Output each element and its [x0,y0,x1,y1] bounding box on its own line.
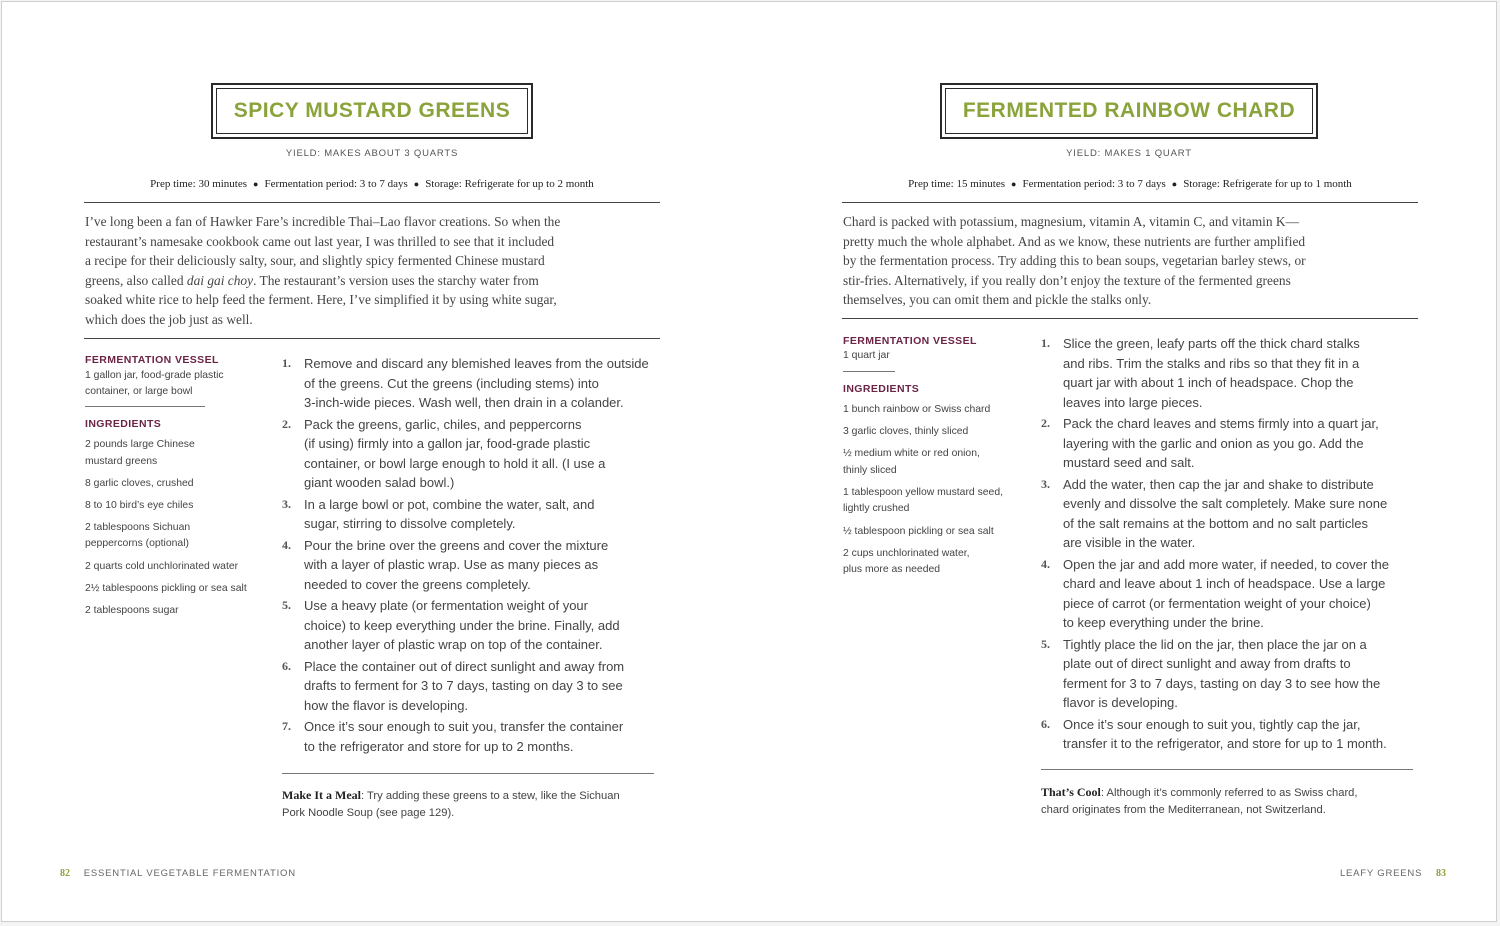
right-page [752,2,1500,923]
prep-time: Prep time: 30 minutes [150,178,248,190]
ingredient-line: 1 tablespoon yellow mustard seed, [843,486,1003,498]
storage-info: Storage: Refrigerate for up to 2 month [425,178,594,190]
ingredient-line: 1 bunch rainbow or Swiss chard [843,404,991,415]
step-number: 2. [1041,416,1050,430]
ingredient-item [843,446,1033,479]
step-line: layering with the garlic and onion as you go. Add the [1063,435,1364,451]
steps-list [282,354,672,758]
step-number: 4. [1041,556,1050,571]
step-number: 4. [282,537,291,552]
step-item [1041,334,1431,412]
step-line: plate out of direct sunlight and away from drafts to [1063,656,1351,671]
recipe-yield: YIELD: MAKES 1 QUART [1066,148,1192,159]
bullet-icon: ● [1171,179,1178,189]
vessel-heading: FERMENTATION VESSEL [843,335,977,347]
note-line: chard originates from the Mediterranean, not Switzerland. [1041,803,1326,816]
step-line: to the refrigerator and store for up to 2 months. [304,738,574,754]
divider [84,338,660,339]
storage-info: Storage: Refrigerate for up to 1 month [1183,178,1352,190]
ingredient-line: plus more as needed [843,564,941,576]
intro-line: stir-fries. Alternatively, if you really don’t enjoy the texture of the fermented greens [843,272,1291,288]
ingredient-item [85,603,275,620]
ingredient-line: 8 to 10 bird’s eye chiles [85,499,194,511]
step-line: Once it’s sour enough to suit you, tightly cap the jar, [1063,716,1361,732]
note-line: Pork Noodle Soup (see page 129). [282,806,455,819]
step-item [282,536,672,595]
step-line: Pour the brine over the greens and cover the mixture [304,537,609,553]
ingredient-item [843,485,1033,518]
intro-line: greens, also called dai gai choy. The restaurant’s version uses the starchy water from [85,272,539,288]
ingredient-line: ½ medium white or red onion, [843,448,980,460]
ingredient-line: lightly crushed [843,503,910,515]
page-folio [1340,868,1446,879]
step-number: 3. [282,496,291,511]
intro-line: restaurant’s namesake cookbook came out last year, I was thrilled to see that it included [85,233,555,249]
divider [842,318,1418,319]
step-item [282,495,672,534]
step-line: leaves into large pieces. [1063,394,1203,410]
note-line: : Try adding these greens to a stew, like the Sichuan [360,790,620,802]
step-line: evenly and dissolve the salt completely. Make sure none [1063,496,1388,511]
step-item [1041,475,1431,553]
intro-line: themselves, you can omit them and pickle the stalks only. [843,292,1152,307]
intro-line: by the fermentation process. Try adding this to bean soups, vegetarian barley stews, or [843,253,1306,268]
intro-line: I’ve long been a fan of Hawker Fare’s incredible Thai–Lao flavor creations. So when the [85,214,561,229]
step-line: giant wooden salad bowl.) [304,475,455,490]
bullet-icon: ● [413,179,420,189]
divider [1041,769,1413,770]
step-item [1041,414,1431,473]
prep-time: Prep time: 15 minutes [908,178,1006,190]
step-line: Use a heavy plate (or fermentation weight of your [304,598,588,613]
step-line: piece of carrot (or fermentation weight of your choice) [1063,595,1371,611]
ingredient-line: 2 quarts cold unchlorinated water [85,560,239,572]
step-number: 5. [1041,636,1050,651]
vessel-heading: FERMENTATION VESSEL [85,354,219,366]
step-line: chard and leave about 1 inch of headspace. Use a large [1063,576,1386,591]
step-item [282,596,672,655]
step-number: 2. [282,416,291,431]
page-number: 83 [1436,868,1446,879]
ingredient-line: thinly sliced [843,464,897,476]
step-line: Pack the chard leaves and stems firmly into a quart jar, [1063,416,1379,431]
ingredient-item [85,476,275,493]
step-line: mustard seed and salt. [1063,455,1195,470]
divider [842,202,1418,203]
vessel-line: 1 quart jar [843,350,890,361]
tip-note [282,787,682,821]
tip-note [1041,784,1441,818]
recipe-meta [842,178,1418,190]
ingredient-line: mustard greens [85,455,158,467]
step-line: Pack the greens, garlic, chiles, and peppercorns [304,416,582,432]
intro-line: Chard is packed with potassium, magnesium, vitamin A, vitamin C, and vitamin K— [843,214,1299,229]
step-line: quart jar with about 1 inch of headspace. Chop the [1063,375,1354,390]
recipe-intro [843,212,1423,310]
steps-list [1041,334,1431,756]
recipe-intro [85,212,665,329]
intro-line: soaked white rice to help feed the ferment. Here, I’ve simplified it by using white sugar, [85,292,557,307]
step-line: Add the water, then cap the jar and shake to distribute [1063,476,1374,492]
fermentation-period: Fermentation period: 3 to 7 days [1022,178,1166,190]
step-line: are visible in the water. [1063,535,1196,550]
vessel-line: 1 gallon jar, food-grade plastic [85,370,224,381]
ingredient-item [843,546,1033,579]
step-line: with a layer of plastic wrap. Use as many pieces as [304,557,599,572]
intro-line: a recipe for their deliciously salty, sour, and slightly spicy fermented Chinese mustard [85,253,545,268]
recipe-meta [84,178,660,190]
divider [84,202,660,203]
step-line: drafts to ferment for 3 to 7 days, tasting on day 3 to see [304,678,623,693]
step-number: 6. [1041,716,1050,731]
step-item [1041,635,1431,713]
step-number: 1. [282,356,291,370]
ingredient-item [843,524,1033,541]
divider [282,773,654,774]
note-lead: Make It a Meal [282,788,361,802]
ingredient-line: peppercorns (optional) [85,538,189,550]
ingredients-list [85,437,275,625]
ingredients-heading: INGREDIENTS [85,418,162,430]
recipe-yield: YIELD: MAKES ABOUT 3 QUARTS [285,148,459,159]
book-title: ESSENTIAL VEGETABLE FERMENTATION [83,868,296,879]
step-line: Once it’s sour enough to suit you, transfer the container [304,719,624,734]
step-line: (if using) firmly into a gallon jar, food-grade plastic [304,436,591,451]
step-line: sugar, stirring to dissolve completely. [304,516,516,531]
ingredient-item [85,581,275,598]
divider [843,371,895,372]
step-number: 3. [1041,476,1050,491]
step-number: 7. [282,719,291,733]
ingredient-line: 2 tablespoons sugar [85,604,179,616]
recipe-title: SPICY MUSTARD GREENS [233,99,511,122]
step-line: how the flavor is developing. [304,697,469,713]
ingredient-line: 2 tablespoons Sichuan [85,521,191,533]
step-number: 5. [282,598,291,612]
intro-line: which does the job just as well. [85,311,253,327]
ingredient-line: 8 garlic cloves, crushed [85,477,194,489]
section-title: LEAFY GREENS [1339,868,1423,879]
step-line: transfer it to the refrigerator, and store for up to 1 month. [1063,736,1387,751]
vessel-text [85,368,265,401]
step-item [1041,555,1431,633]
left-page [2,2,752,923]
ingredient-item [85,520,275,553]
ingredient-item [843,402,1033,419]
step-line: Open the jar and add more water, if needed, to cover the [1063,556,1389,572]
step-item [1041,715,1431,754]
fermentation-period: Fermentation period: 3 to 7 days [264,178,408,190]
step-line: another layer of plastic wrap on top of the container. [304,637,603,652]
recipe-title: FERMENTED RAINBOW CHARD [962,99,1296,122]
note-lead: That’s Cool [1041,785,1101,799]
step-line: to keep everything under the brine. [1063,615,1264,630]
step-line: of the greens. Cut the greens (including stems) into [304,375,599,391]
book-spread [1,1,1497,922]
step-line: needed to cover the greens completely. [304,576,531,592]
note-line: : Although it’s commonly referred to as Swiss chard, [1100,787,1358,799]
step-line: Tightly place the lid on the jar, then place the jar on a [1063,636,1367,652]
step-item [282,415,672,493]
step-line: flavor is developing. [1063,695,1178,710]
bullet-icon: ● [1011,179,1017,189]
step-line: container, or bowl large enough to hold it all. (I use a [304,455,606,471]
ingredients-heading: INGREDIENTS [843,383,920,395]
step-item [282,657,672,716]
divider [85,406,205,407]
intro-line: pretty much the whole alphabet. And as we know, these nutrients are further amplified [843,233,1306,249]
step-number: 6. [282,658,291,673]
ingredient-item [85,498,275,515]
ingredient-line: 3 garlic cloves, thinly sliced [843,426,969,438]
ingredient-item [85,437,275,470]
ingredient-line: 2 pounds large Chinese [85,439,195,450]
recipe-title-box [211,83,533,139]
ingredient-item [85,559,275,576]
ingredient-item [843,424,1033,441]
step-item [282,354,672,413]
step-line: Place the container out of direct sunlight and away from [304,658,625,674]
step-item [282,717,672,756]
step-line: ferment for 3 to 7 days, tasting on day 3 to see how the [1063,675,1381,691]
vessel-line: container, or large bowl [85,386,193,398]
step-line: of the salt remains at the bottom and no salt particles [1063,515,1368,531]
step-line: 3-inch-wide pieces. Wash well, then drain in a colander. [304,395,624,410]
page-folio [60,868,296,879]
ingredient-line: 2 cups unchlorinated water, [843,547,970,559]
step-line: In a large bowl or pot, combine the water, salt, and [304,496,595,512]
step-line: Slice the green, leafy parts off the thick chard stalks [1063,336,1360,351]
page-number: 82 [60,868,70,879]
ingredient-line: ½ tablespoon pickling or sea salt [843,525,994,537]
step-line: Remove and discard any blemished leaves from the outside [304,356,649,371]
step-line: and ribs. Trim the stalks and ribs so that they fit in a [1063,355,1360,371]
step-number: 1. [1041,336,1050,350]
ingredient-line: 2½ tablespoons pickling or sea salt [85,582,247,594]
bullet-icon: ● [253,179,259,189]
step-line: choice) to keep everything under the brine. Finally, add [304,617,620,633]
vessel-text [843,348,1023,364]
recipe-title-box [940,83,1318,139]
ingredients-list [843,402,1033,584]
